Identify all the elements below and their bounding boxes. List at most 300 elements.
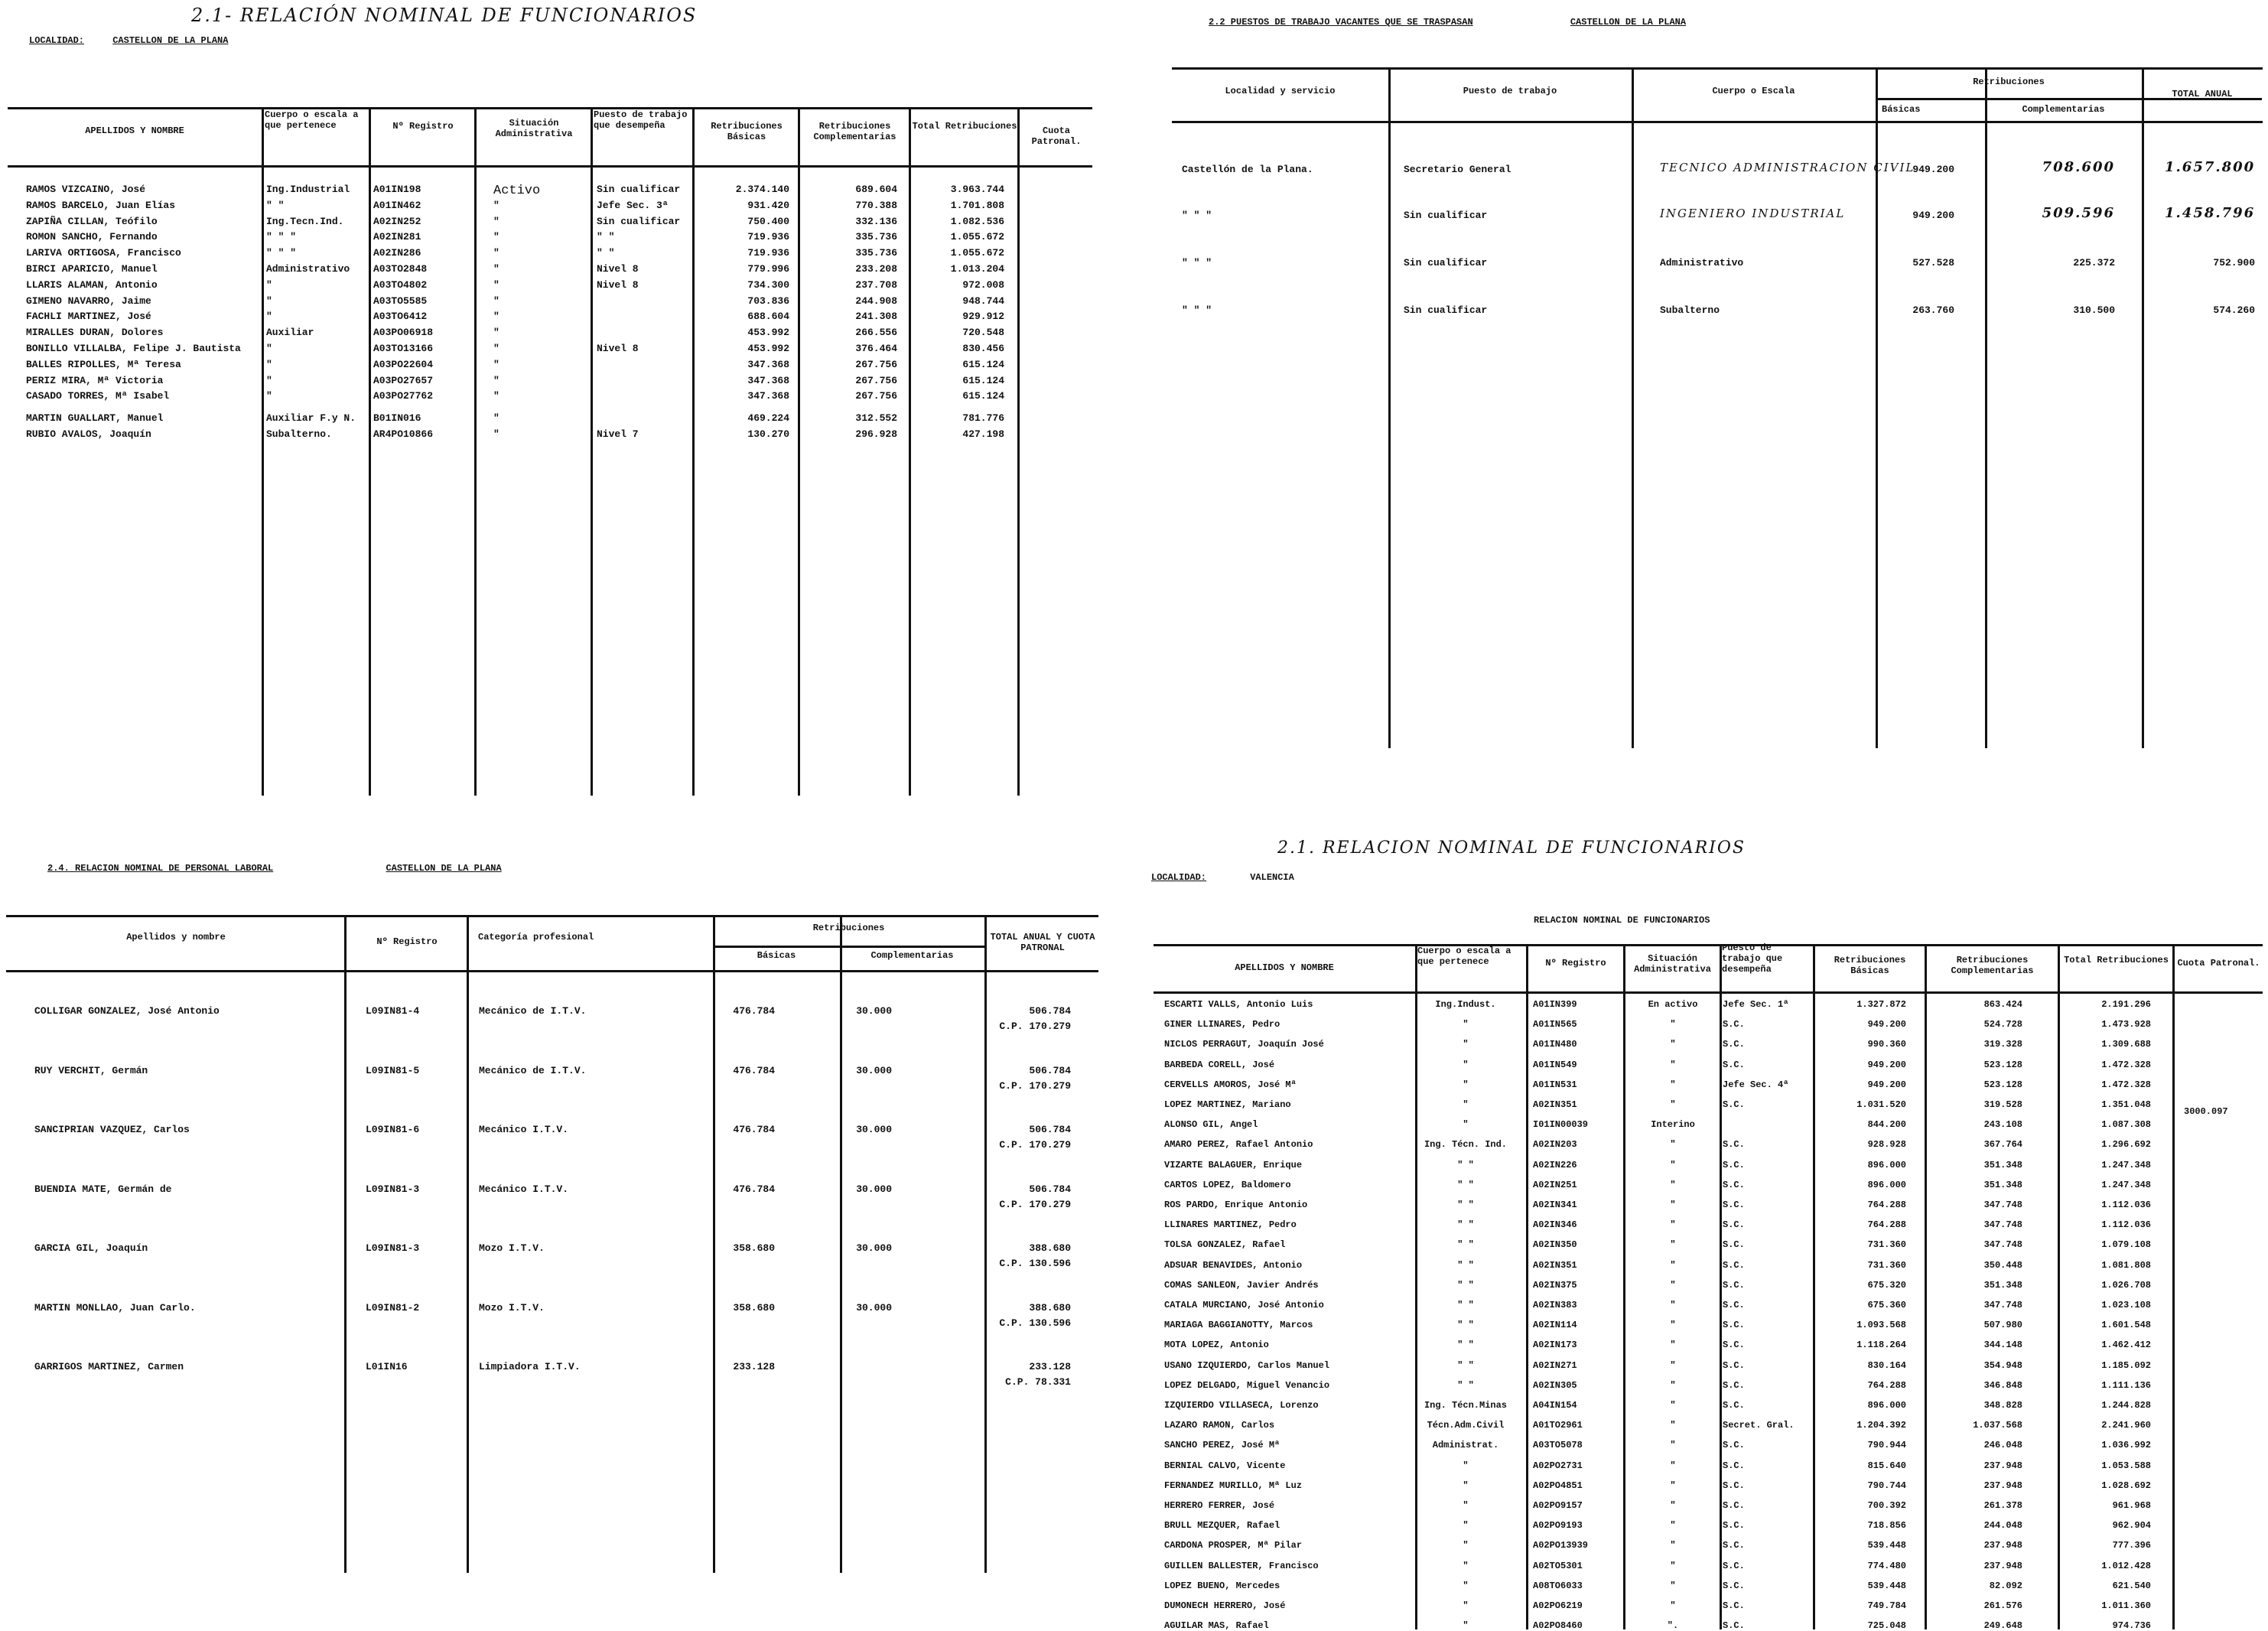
q1-name-cell: RAMOS VIZCAINO, José xyxy=(26,184,146,195)
q2-column-header: TOTAL ANUAL xyxy=(2172,89,2233,99)
q1-cell: B01IN016 xyxy=(373,412,421,425)
q4-cell: A02PO2731 xyxy=(1533,1460,1583,1471)
q1-cell: " xyxy=(493,358,499,370)
q4-cell: " xyxy=(1670,1340,1676,1351)
q1-amount-cell: 1.055.672 xyxy=(950,247,1004,259)
q4-amount-cell: 1.023.108 xyxy=(2101,1300,2151,1310)
q1-cell: " xyxy=(493,247,499,259)
q4-title: 2.1. RELACION NOMINAL DE FUNCIONARIOS xyxy=(1277,838,1746,858)
q3-column-divider xyxy=(984,915,987,1573)
q4-cell: Jefe Sec. 1ª xyxy=(1723,999,1789,1010)
q3-cuota-cell: C.P. 130.596 xyxy=(999,1258,1071,1269)
q3-register-cell: L09IN81-3 xyxy=(366,1242,420,1254)
q4-amount-cell: 523.128 xyxy=(1983,1079,2022,1090)
q4-name-cell: ESCARTI VALLS, Antonio Luis xyxy=(1164,999,1313,1010)
q4-amount-cell: 949.200 xyxy=(1867,1059,1906,1070)
q1-column-header: Cuerpo o escala a que pertenece xyxy=(265,109,359,131)
q4-cell: " " xyxy=(1457,1379,1474,1391)
q4-cell: " xyxy=(1463,1620,1469,1631)
q4-name-cell: CATALA MURCIANO, José Antonio xyxy=(1164,1300,1324,1310)
q2-amount-cell: 509.596 xyxy=(2042,205,2115,221)
q4-amount-cell: 1.112.036 xyxy=(2101,1200,2151,1210)
q4-amount-cell: 346.848 xyxy=(1983,1379,2022,1391)
q4-amount-cell: 1.012.428 xyxy=(2101,1560,2151,1571)
q4-amount-cell: 990.360 xyxy=(1867,1039,1906,1050)
q1-cell: " xyxy=(266,358,272,370)
q1-amount-cell: 453.992 xyxy=(747,327,789,339)
q2-post-cell: Secretario General xyxy=(1404,164,1511,175)
q4-cell: " xyxy=(1463,1460,1469,1471)
q1-amount-cell: 427.198 xyxy=(962,428,1004,440)
q3-locality-value: CASTELLON DE LA PLANA xyxy=(386,863,502,874)
q4-amount-cell: 621.540 xyxy=(2112,1580,2151,1591)
q4-name-cell: LOPEZ MARTINEZ, Mariano xyxy=(1164,1099,1291,1110)
q1-amount-cell: 948.744 xyxy=(962,295,1004,307)
q3-top-rule xyxy=(6,915,1098,917)
q4-amount-cell: 1.111.136 xyxy=(2101,1379,2151,1391)
q1-amount-cell: 267.756 xyxy=(855,358,897,370)
q4-cell: A02IN305 xyxy=(1533,1379,1577,1391)
q1-cell: A03TO5585 xyxy=(373,295,428,307)
q4-cell: S.C. xyxy=(1723,1219,1745,1231)
q1-name-cell: ROMON SANCHO, Fernando xyxy=(26,231,158,243)
q4-cell: A02IN351 xyxy=(1533,1259,1577,1271)
q2-column-divider xyxy=(2142,67,2144,748)
q1-column-header: Total Retribuciones xyxy=(912,121,1017,132)
q4-amount-cell: 507.980 xyxy=(1983,1320,2022,1331)
q3-cuota-cell: C.P. 170.279 xyxy=(999,1079,1071,1092)
q1-cell: " " " xyxy=(266,231,297,243)
q1-name-cell: MIRALLES DURAN, Dolores xyxy=(26,327,164,339)
q4-amount-cell: 731.360 xyxy=(1867,1239,1906,1251)
q1-name-cell: LLARIS ALAMAN, Antonio xyxy=(26,278,158,291)
q4-cell: ". xyxy=(1667,1620,1679,1631)
q3-name-cell: SANCIPRIAN VAZQUEZ, Carlos xyxy=(34,1124,190,1135)
q4-name-cell: FERNANDEZ MURILLO, Mª Luz xyxy=(1164,1480,1303,1491)
q4-amount-cell: 1.118.264 xyxy=(1856,1340,1906,1351)
q4-column-header: Total Retribuciones xyxy=(2064,955,2169,965)
q4-cell: A02PO9157 xyxy=(1533,1500,1583,1511)
q1-column-divider xyxy=(798,107,800,796)
q4-cell: Ing.Indust. xyxy=(1435,999,1496,1010)
q4-cell: S.C. xyxy=(1723,1580,1745,1591)
q2-column-divider xyxy=(1388,67,1391,748)
q1-column-header: Retribuciones Complementarias xyxy=(813,121,896,142)
q1-cell: Jefe Sec. 3ª xyxy=(597,199,669,211)
q1-cell: Nivel 8 xyxy=(597,343,639,354)
q2-amount-cell: 527.528 xyxy=(1912,257,1954,269)
q4-column-header: Puesto de trabajo que desempeña xyxy=(1722,942,1783,975)
q1-amount-cell: 688.604 xyxy=(747,311,789,323)
q2-title xyxy=(1209,17,1686,28)
q4-cell: " " xyxy=(1457,1159,1474,1170)
q4-amount-cell: 1.112.036 xyxy=(2101,1219,2151,1231)
q3-amount-cell: 476.784 xyxy=(733,1124,775,1135)
q2-column-header: Localidad y servicio xyxy=(1225,86,1336,96)
q1-cell: Sin cualificar xyxy=(597,184,681,195)
q2-amount-cell: 574.260 xyxy=(2213,304,2255,316)
q4-cell: " xyxy=(1463,1600,1469,1611)
q4-cell: " xyxy=(1670,1420,1676,1431)
q4-name-cell: BERNIAL CALVO, Vicente xyxy=(1164,1460,1286,1471)
q4-column-header: Cuerpo o escala a que pertenece xyxy=(1417,946,1511,967)
q4-cell: S.C. xyxy=(1723,1059,1745,1070)
q1-cell: " xyxy=(493,199,499,211)
q4-cell: I01IN00039 xyxy=(1533,1119,1589,1131)
q1-column-header: APELLIDOS Y NOMBRE xyxy=(85,125,184,136)
q4-amount-cell: 319.528 xyxy=(1983,1099,2022,1110)
q4-amount-cell: 347.748 xyxy=(1983,1219,2022,1231)
q1-cell: A01IN462 xyxy=(373,199,421,211)
q4-amount-cell: 347.748 xyxy=(1983,1300,2022,1310)
q4-amount-cell: 1.473.928 xyxy=(2101,1019,2151,1030)
q4-cell: A02TO5301 xyxy=(1533,1560,1583,1571)
q1-cell: Subalterno. xyxy=(266,428,332,440)
q4-cell: A01IN549 xyxy=(1533,1059,1577,1070)
q3-register-cell: L09IN81-4 xyxy=(366,1005,420,1017)
q1-name-cell: GIMENO NAVARRO, Jaime xyxy=(26,295,151,307)
q4-cell: " xyxy=(1463,1540,1469,1551)
q3-category-cell: Mozo I.T.V. xyxy=(479,1242,545,1254)
q4-cell: Ing. Técn.Minas xyxy=(1424,1400,1508,1411)
q4-cell: S.C. xyxy=(1723,1359,1745,1371)
q3-total-cell: 388.680 xyxy=(1029,1242,1071,1254)
q4-amount-cell: 1.351.048 xyxy=(2101,1099,2151,1110)
q4-amount-cell: 351.348 xyxy=(1983,1179,2022,1190)
q4-cell: S.C. xyxy=(1723,1239,1745,1251)
q4-name-cell: USANO IZQUIERDO, Carlos Manuel xyxy=(1164,1359,1330,1371)
q4-cell: " xyxy=(1670,1600,1676,1611)
q4-amount-cell: 815.640 xyxy=(1867,1460,1906,1471)
q4-column-header: Retribuciones Básicas xyxy=(1834,955,1906,976)
q3-column-divider xyxy=(713,915,715,1573)
q4-column-divider xyxy=(1925,944,1927,1629)
q4-name-cell: CARDONA PROSPER, Mª Pilar xyxy=(1164,1540,1303,1551)
q4-cell: " xyxy=(1670,1019,1676,1030)
q4-name-cell: IZQUIERDO VILLASECA, Lorenzo xyxy=(1164,1400,1319,1411)
q3-column-divider xyxy=(467,915,469,1573)
q4-cell: " xyxy=(1670,1440,1676,1451)
q4-amount-cell: 974.736 xyxy=(2112,1620,2151,1631)
q4-cell: Ing. Técn. Ind. xyxy=(1424,1139,1508,1151)
q3-total-cell: 506.784 xyxy=(1029,1005,1071,1017)
q3-cuota-cell: C.P. 130.596 xyxy=(999,1317,1071,1329)
q4-amount-cell: 237.948 xyxy=(1983,1480,2022,1491)
q3-category-cell: Limpiadora I.T.V. xyxy=(479,1361,581,1372)
q4-column-divider xyxy=(2058,944,2060,1629)
q1-cell: " xyxy=(493,311,499,323)
q2-scale-cell: Administrativo xyxy=(1660,257,1744,269)
q4-amount-cell: 896.000 xyxy=(1867,1179,1906,1190)
q3-title-text: 2.4. RELACION NOMINAL DE PERSONAL LABORAL xyxy=(47,863,274,874)
q4-name-cell: AMARO PEREZ, Rafael Antonio xyxy=(1164,1139,1313,1151)
q1-cell: Activo xyxy=(493,184,541,198)
q1-amount-cell: 347.368 xyxy=(747,390,789,402)
q1-amount-cell: 332.136 xyxy=(855,215,897,227)
q4-amount-cell: 962.904 xyxy=(2112,1520,2151,1532)
q2-top-rule xyxy=(1172,67,2263,70)
q4-cell: S.C. xyxy=(1723,1139,1745,1151)
q4-amount-cell: 82.092 xyxy=(1989,1580,2022,1591)
q4-cell: " xyxy=(1463,1560,1469,1571)
q4-cell: " " xyxy=(1457,1279,1474,1291)
q2-locality-cell: " " " xyxy=(1182,210,1212,221)
q3-amount-cell: 358.680 xyxy=(733,1301,775,1314)
q4-amount-cell: 1.244.828 xyxy=(2101,1400,2151,1411)
q4-name-cell: ALONSO GIL, Angel xyxy=(1164,1119,1258,1131)
q1-amount-cell: 241.308 xyxy=(855,311,897,323)
q4-cell: S.C. xyxy=(1723,1379,1745,1391)
q4-name-cell: VIZARTE BALAGUER, Enrique xyxy=(1164,1159,1303,1170)
q3-amount-cell: 476.784 xyxy=(733,1005,775,1017)
q1-cell: " xyxy=(493,327,499,339)
q2-column-header: Retribuciones xyxy=(1973,77,2045,87)
q4-amount-cell: 246.048 xyxy=(1983,1440,2022,1451)
q1-cell: Nivel 7 xyxy=(597,428,639,440)
q4-cell: " " xyxy=(1457,1179,1474,1190)
q1-cell: " xyxy=(266,311,272,323)
q4-cell: S.C. xyxy=(1723,1019,1745,1030)
q4-amount-cell: 961.968 xyxy=(2112,1500,2151,1511)
q3-cuota-cell: C.P. 170.279 xyxy=(999,1198,1071,1210)
q4-amount-cell: 237.948 xyxy=(1983,1560,2022,1571)
q4-name-cell: BRULL MEZQUER, Rafael xyxy=(1164,1520,1280,1532)
q4-amount-cell: 949.200 xyxy=(1867,1079,1906,1090)
q4-amount-cell: 725.048 xyxy=(1867,1620,1906,1631)
q1-name-cell: BIRCI APARICIO, Manuel xyxy=(26,263,158,275)
q1-header-rule xyxy=(8,165,1092,168)
q4-column-header: Cuota Patronal. xyxy=(2177,958,2260,969)
q4-amount-cell: 731.360 xyxy=(1867,1259,1906,1271)
q4-amount-cell: 896.000 xyxy=(1867,1400,1906,1411)
q1-cell: A03TO4802 xyxy=(373,278,428,291)
q4-cell: A02IN346 xyxy=(1533,1219,1577,1231)
q4-cell: S.C. xyxy=(1723,1620,1745,1631)
q3-total-cell: 388.680 xyxy=(1029,1301,1071,1314)
q4-amount-cell: 764.288 xyxy=(1867,1379,1906,1391)
q4-cell: Técn.Adm.Civil xyxy=(1427,1420,1505,1431)
q1-amount-cell: 335.736 xyxy=(855,247,897,259)
q2-header-rule xyxy=(1172,121,2263,123)
q1-column-divider xyxy=(591,107,593,796)
q4-header-rule xyxy=(1154,991,2263,994)
q1-cell: " xyxy=(493,278,499,291)
q2-column-header: Complementarias xyxy=(2022,104,2105,115)
q4-name-cell: CARTOS LOPEZ, Baldomero xyxy=(1164,1179,1291,1190)
q2-post-cell: Sin cualificar xyxy=(1404,210,1488,221)
q1-cell: A01IN198 xyxy=(373,184,421,195)
q2-locality-cell: Castellón de la Plana. xyxy=(1182,164,1313,175)
q3-register-cell: L09IN81-6 xyxy=(366,1124,420,1135)
q1-amount-cell: 244.908 xyxy=(855,295,897,307)
q1-cell: " xyxy=(266,295,272,307)
q4-amount-cell: 675.360 xyxy=(1867,1300,1906,1310)
q2-column-header: Cuerpo o Escala xyxy=(1712,86,1795,96)
q4-cell: Secret. Gral. xyxy=(1723,1420,1795,1431)
q3-column-header: TOTAL ANUAL Y CUOTA PATRONAL xyxy=(990,932,1095,953)
q2-amount-cell: 225.372 xyxy=(2073,257,2115,269)
q4-cell: " xyxy=(1670,1560,1676,1571)
q1-amount-cell: 347.368 xyxy=(747,358,789,370)
q4-cell: S.C. xyxy=(1723,1340,1745,1351)
q4-cell: S.C. xyxy=(1723,1099,1745,1110)
q4-amount-cell: 1.327.872 xyxy=(1856,999,1906,1010)
q4-amount-cell: 844.200 xyxy=(1867,1119,1906,1131)
q1-amount-cell: 237.708 xyxy=(855,278,897,291)
q4-amount-cell: 764.288 xyxy=(1867,1200,1906,1210)
q4-name-cell: DUMONECH HERRERO, José xyxy=(1164,1600,1286,1611)
q4-cell: A01TO2961 xyxy=(1533,1420,1583,1431)
q3-header-rule xyxy=(6,970,1098,972)
q3-amount-cell: 30.000 xyxy=(856,1301,892,1314)
q1-cell: A02IN252 xyxy=(373,215,421,227)
q2-amount-cell: 1.657.800 xyxy=(2165,159,2256,175)
q4-cuota-cell: 3000.097 xyxy=(2184,1106,2228,1117)
q1-amount-cell: 347.368 xyxy=(747,374,789,386)
q3-register-cell: L01IN16 xyxy=(366,1361,408,1372)
q4-cell: S.C. xyxy=(1723,1460,1745,1471)
q4-cell: A02IN114 xyxy=(1533,1320,1577,1331)
q4-amount-cell: 1.037.568 xyxy=(1973,1420,2022,1431)
q1-cell: " xyxy=(266,374,272,386)
q3-column-header: Categoría profesional xyxy=(478,932,594,942)
q4-amount-cell: 539.448 xyxy=(1867,1540,1906,1551)
q4-cell: S.C. xyxy=(1723,1300,1745,1310)
q4-cell: " xyxy=(1463,1099,1469,1110)
q4-amount-cell: 1.462.412 xyxy=(2101,1340,2151,1351)
q4-amount-cell: 1.296.692 xyxy=(2101,1139,2151,1151)
q4-name-cell: COMAS SANLEON, Javier Andrés xyxy=(1164,1279,1319,1291)
q4-column-header: Situación Administrativa xyxy=(1634,953,1711,975)
q4-amount-cell: 237.948 xyxy=(1983,1460,2022,1471)
q4-cell: A02IN350 xyxy=(1533,1239,1577,1251)
q4-amount-cell: 348.828 xyxy=(1983,1400,2022,1411)
q4-cell: A02PO6219 xyxy=(1533,1600,1583,1611)
q3-total-cell: 506.784 xyxy=(1029,1124,1071,1135)
q1-column-header: Retribuciones Básicas xyxy=(711,121,783,142)
q4-amount-cell: 863.424 xyxy=(1983,999,2022,1010)
q1-cell: Ing.Tecn.Ind. xyxy=(266,215,344,227)
q3-name-cell: MARTIN MONLLAO, Juan Carlo. xyxy=(34,1301,196,1314)
q3-column-header: Básicas xyxy=(757,950,796,961)
q3-total-cell: 506.784 xyxy=(1029,1183,1071,1195)
q4-amount-cell: 749.784 xyxy=(1867,1600,1906,1611)
q4-cell: A03TO5078 xyxy=(1533,1440,1583,1451)
q3-amount-cell: 233.128 xyxy=(733,1361,775,1372)
q4-amount-cell: 347.748 xyxy=(1983,1200,2022,1210)
q4-cell: A01IN480 xyxy=(1533,1039,1577,1050)
q2-post-cell: Sin cualificar xyxy=(1404,304,1488,316)
q2-locality-value: CASTELLON DE LA PLANA xyxy=(1570,17,1687,28)
q4-cell: " xyxy=(1670,1540,1676,1551)
q1-amount-cell: 233.208 xyxy=(855,263,897,275)
q4-cell: " xyxy=(1670,1139,1676,1151)
q1-amount-cell: 719.936 xyxy=(747,247,789,259)
q1-cell: A03PO27657 xyxy=(373,374,434,386)
q1-amount-cell: 267.756 xyxy=(855,374,897,386)
q4-amount-cell: 1.028.692 xyxy=(2101,1480,2151,1491)
q4-cell: " xyxy=(1670,1059,1676,1070)
q1-name-cell: BONILLO VILLALBA, Felipe J. Bautista xyxy=(26,343,241,354)
q4-cell: " xyxy=(1670,1200,1676,1210)
q4-name-cell: LOPEZ DELGADO, Miguel Venancio xyxy=(1164,1379,1330,1391)
q1-cell: Sin cualificar xyxy=(597,215,681,227)
q1-name-cell: RAMOS BARCELO, Juan Elías xyxy=(26,199,176,211)
q4-cell: A02IN226 xyxy=(1533,1159,1577,1170)
q4-cell: " xyxy=(1670,1219,1676,1231)
q3-amount-cell: 30.000 xyxy=(856,1242,892,1254)
q1-cell: A02IN286 xyxy=(373,247,421,259)
q4-cell: S.C. xyxy=(1723,1440,1745,1451)
q4-amount-cell: 1.247.348 xyxy=(2101,1179,2151,1190)
q4-amount-cell: 523.128 xyxy=(1983,1059,2022,1070)
q4-locality xyxy=(1151,872,1294,883)
q4-amount-cell: 350.448 xyxy=(1983,1259,2022,1271)
q1-name-cell: ZAPIÑA CILLAN, Teófilo xyxy=(26,215,158,227)
q4-name-cell: TOLSA GONZALEZ, Rafael xyxy=(1164,1239,1286,1251)
q3-title xyxy=(47,863,502,874)
q4-cell: A02PO9193 xyxy=(1533,1520,1583,1532)
q4-name-cell: LOPEZ BUENO, Mercedes xyxy=(1164,1580,1280,1591)
q3-name-cell: RUY VERCHIT, Germán xyxy=(34,1064,148,1076)
q4-amount-cell: 1.026.708 xyxy=(2101,1279,2151,1291)
q4-name-cell: CERVELLS AMOROS, José Mª xyxy=(1164,1079,1297,1090)
q4-amount-cell: 1.472.328 xyxy=(2101,1059,2151,1070)
q4-cell: S.C. xyxy=(1723,1159,1745,1170)
q1-title: 2.1- RELACIÓN NOMINAL DE FUNCIONARIOS xyxy=(191,5,698,26)
q4-amount-cell: 1.036.992 xyxy=(2101,1440,2151,1451)
q4-amount-cell: 347.748 xyxy=(1983,1239,2022,1251)
q2-amount-cell: 752.900 xyxy=(2213,257,2255,269)
q4-cell: S.C. xyxy=(1723,1200,1745,1210)
q4-amount-cell: 896.000 xyxy=(1867,1159,1906,1170)
q4-column-header: Retribuciones Complementarias xyxy=(1951,955,2034,976)
q4-cell: S.C. xyxy=(1723,1540,1745,1551)
q4-name-cell: GINER LLINARES, Pedro xyxy=(1164,1019,1280,1030)
q4-cell: Administrat. xyxy=(1432,1440,1499,1451)
q3-category-cell: Mecánico I.T.V. xyxy=(479,1183,569,1195)
q4-cell: En activo xyxy=(1648,999,1698,1010)
q1-amount-cell: 469.224 xyxy=(747,412,789,425)
q4-amount-cell: 319.328 xyxy=(1983,1039,2022,1050)
q1-amount-cell: 376.464 xyxy=(855,343,897,354)
q3-sub-rule xyxy=(713,946,984,948)
q4-amount-cell: 243.108 xyxy=(1983,1119,2022,1131)
q4-cell: S.C. xyxy=(1723,1400,1745,1411)
q1-column-header: Cuota Patronal. xyxy=(1031,125,1082,147)
q3-category-cell: Mecánico I.T.V. xyxy=(479,1124,569,1135)
q1-amount-cell: 296.928 xyxy=(855,428,897,440)
q1-column-header: Puesto de trabajo que desempeña xyxy=(594,109,688,131)
q1-cell: " " xyxy=(597,231,615,243)
q1-cell: " xyxy=(266,278,272,291)
q4-amount-cell: 1.601.548 xyxy=(2101,1320,2151,1331)
q4-cell: " xyxy=(1670,1039,1676,1050)
q4-cell: " xyxy=(1670,1460,1676,1471)
q4-locality-label: LOCALIDAD: xyxy=(1151,872,1207,883)
q4-name-cell: ROS PARDO, Enrique Antonio xyxy=(1164,1200,1308,1210)
q1-amount-cell: 703.836 xyxy=(747,295,789,307)
q1-amount-cell: 770.388 xyxy=(855,199,897,211)
q3-cuota-cell: C.P. 78.331 xyxy=(1005,1376,1071,1388)
q4-cell: " xyxy=(1670,1520,1676,1532)
q1-amount-cell: 453.992 xyxy=(747,343,789,354)
q2-scale-cell: INGENIERO INDUSTRIAL xyxy=(1660,207,1846,220)
q4-name-cell: MARIAGA BAGGIANOTTY, Marcos xyxy=(1164,1320,1313,1331)
q1-amount-cell: 779.996 xyxy=(747,263,789,275)
q2-amount-cell: 708.600 xyxy=(2042,159,2115,175)
q4-cell: " xyxy=(1670,1359,1676,1371)
